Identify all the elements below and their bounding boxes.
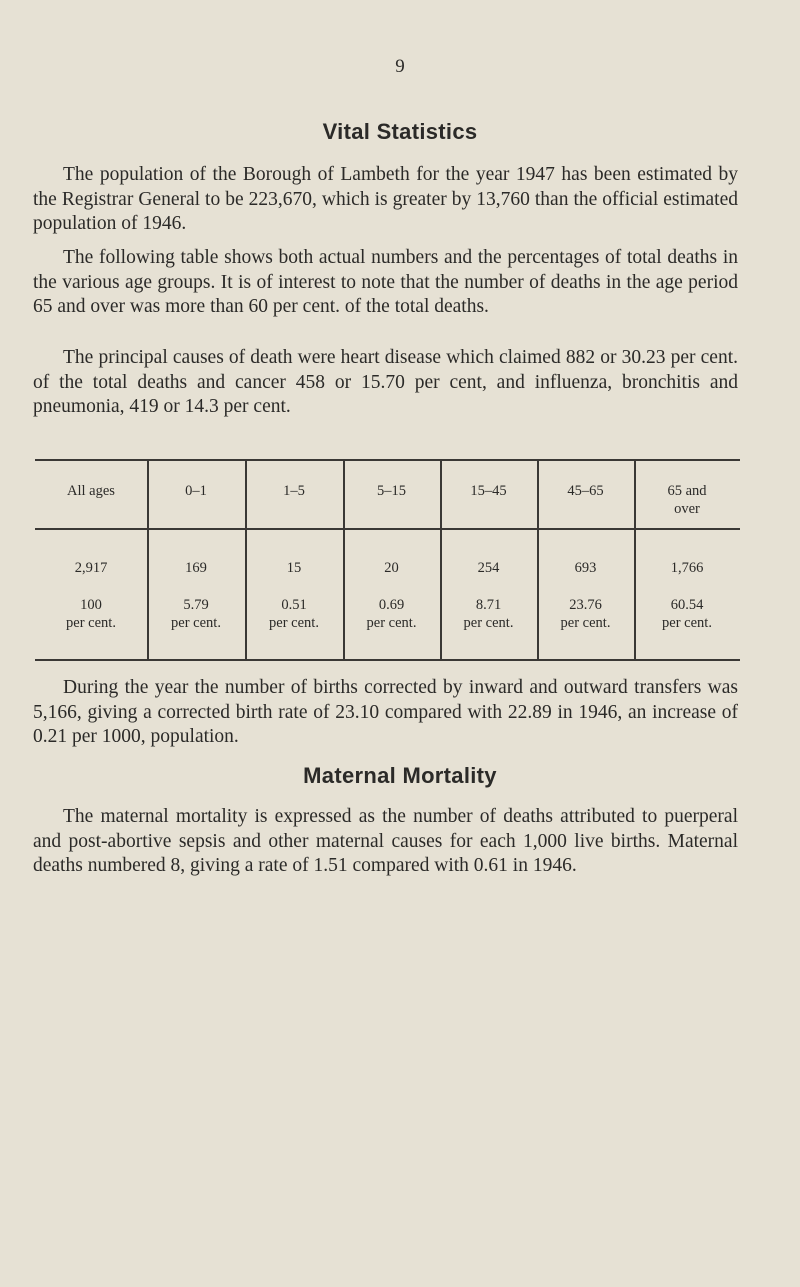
- percent-unit: per cent.: [269, 615, 319, 631]
- header-5-15: 5–15: [377, 483, 406, 499]
- percent-value: 0.69: [378, 597, 405, 613]
- percent-all-ages: [35, 596, 147, 632]
- percent-unit: per cent.: [463, 615, 514, 631]
- causes-of-death-paragraph: The principal causes of death were heart disease which claimed 882 or 30.23 per cent. of the total deaths and cancer 458 or 15.70 per cent, and influenza, bronchitis and pneumonia, 419 or 14.3 per cent.: [33, 347, 738, 417]
- header-1-5: 1–5: [283, 483, 305, 499]
- maternal-mortality-heading: Maternal Mortality: [303, 763, 497, 788]
- percent-value: 0.51: [281, 597, 307, 613]
- header-all-ages: All ages: [67, 483, 115, 499]
- percent-value: 60.54: [670, 597, 704, 613]
- header-45-65: 45–65: [567, 483, 604, 499]
- maternal-mortality-paragraph: The maternal mortality is expressed as the number of deaths attributed to puerperal and post-abortive sepsis and other maternal causes for each 1,000 live births. Maternal deaths numbered 8, giving a rate of 1.51 compared with 0.61 in 1946.: [33, 806, 738, 876]
- percent-value: 23.76: [569, 597, 602, 613]
- number-0-1: 169: [185, 560, 207, 576]
- percent-value: 100: [80, 597, 102, 613]
- number-15-45: 254: [477, 560, 500, 576]
- percent-value: 5.79: [183, 597, 209, 613]
- percent-unit: per cent.: [560, 615, 611, 631]
- table-intro-paragraph: The following table shows both actual numbers and the percentages of total deaths in the various age groups. It is of interest to note that the number of deaths in the age period 65 and over was more than 60 per cent. of the total deaths.: [33, 247, 738, 317]
- vital-statistics-heading: Vital Statistics: [322, 119, 478, 144]
- percent-1-5: [245, 596, 343, 632]
- percent-65-and-over: [634, 596, 740, 632]
- percent-5-15: [343, 596, 440, 632]
- percent-value: 8.71: [475, 597, 502, 613]
- percent-unit: per cent.: [662, 615, 712, 631]
- percent-15-45: [440, 596, 537, 632]
- deaths-by-age-table: [35, 459, 740, 661]
- births-paragraph: During the year the number of births corrected by inward and outward transfers was 5,166, giving a corrected birth rate of 23.10 compared with 22.89 in 1946, an increase of 0.21 per 1000, population.: [33, 677, 738, 747]
- percent-unit: per cent.: [171, 615, 221, 631]
- header-15-45: 15–45: [470, 483, 507, 499]
- percent-unit: per cent.: [66, 615, 116, 631]
- percent-45-65: [537, 596, 634, 632]
- number-1-5: 15: [286, 560, 302, 576]
- percent-0-1: [147, 596, 245, 632]
- number-65-and-over: 1,766: [670, 560, 704, 576]
- header-0-1: 0–1: [185, 483, 207, 499]
- number-5-15: 20: [384, 560, 399, 576]
- number-45-65: 693: [574, 560, 597, 576]
- percent-unit: per cent.: [366, 615, 417, 631]
- number-all-ages: 2,917: [74, 560, 108, 576]
- page-number: 9: [395, 56, 405, 77]
- population-paragraph: The population of the Borough of Lambeth for the year 1947 has been estimated by the Registrar General to be 223,670, which is greater by 13,760 than the official estimated population of 1946.: [33, 164, 738, 234]
- table-bottom-rule: [35, 659, 740, 661]
- header-65-and-over: 65 and over: [667, 483, 707, 517]
